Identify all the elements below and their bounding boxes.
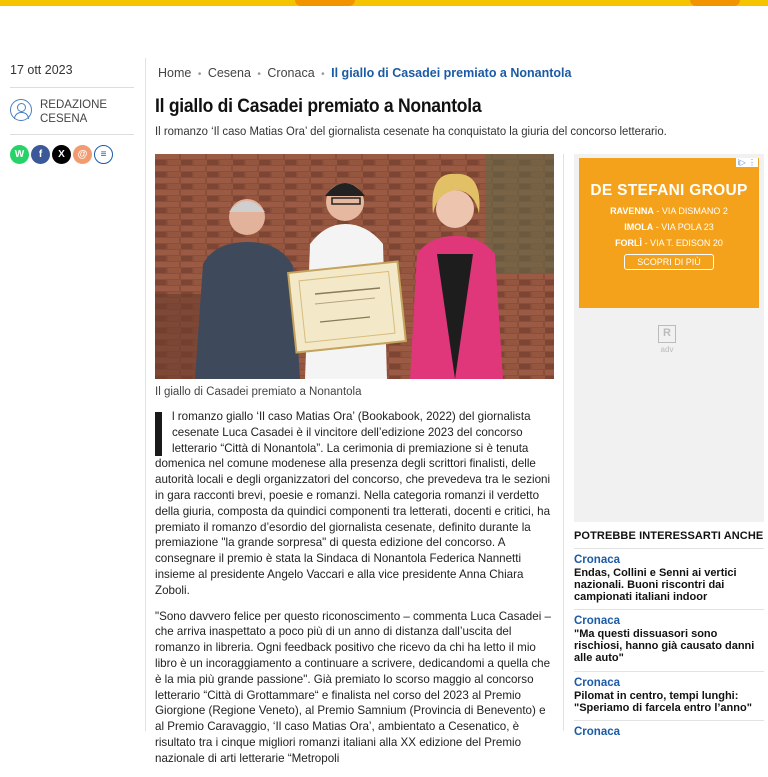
related-item[interactable] (574, 721, 764, 744)
top-bar-accent-right (690, 0, 740, 6)
ad-cta-button[interactable]: SCOPRI DI PIÙ (624, 254, 714, 270)
related-title[interactable]: Endas, Collini e Senni ai vertici nazionali. Buoni riscontri dai campionati italiani indoor (574, 567, 737, 603)
breadcrumb-separator: • (197, 69, 202, 80)
ad-brand: DE STEFANI GROUP (590, 182, 748, 199)
paragraph-1-text: l romanzo giallo ‘Il caso Matias Ora’ (Bookabook, 2022) del giornalista cesenate Luca Casadei è il vincitore dell’edizione 2023 del concorso letterario “Città di Nonantola”. La cerimonia di premiazione si è tenuta domenica nel comune modenese alla presenza degli scrittori finalisti, delle autorità locali e degli organizzatori del concorso, che prevedeva tra le sezioni in gara racconti brevi, poesie e romanzi. Nella categoria romanzi il verdetto della giuria, composta da quindici componenti tra letterati, docenti e critici, ha premiato il romanzo d’esordio del giornalista cesenate, definito durante la premiazione "la grande sorpresa" di questa edizione del concorso. A consegnare il premio è stata la Sindaca di Nonantola Federica Nannetti insieme al presidente Angelo Vaccari e alla vice presidente Anna Chiara Zoboli. (155, 410, 551, 597)
article-photo[interactable] (155, 154, 554, 379)
column-divider (145, 58, 146, 731)
related-title[interactable]: Pilomat in centro, tempi lunghi: "Speriamo di farcela entro l’anno" (574, 689, 752, 714)
share-bar (10, 135, 134, 164)
user-icon (10, 99, 32, 121)
whatsapp-icon[interactable]: W (10, 145, 29, 164)
related-category[interactable]: Cronaca (574, 615, 621, 628)
related-category[interactable]: Cronaca (574, 726, 621, 739)
article-meta (10, 55, 134, 164)
ad-location-1: RAVENNA - VIA DISMANO 2 (610, 206, 728, 216)
photo-caption: Il giallo di Casadei premiato a Nonantola (155, 386, 362, 398)
top-bar-accent (295, 0, 355, 6)
comment-icon[interactable]: ≡ (94, 145, 113, 164)
article-title: Il giallo di Casadei premiato a Nonantola (155, 95, 482, 117)
breadcrumb-home[interactable]: Home (158, 66, 192, 80)
article-paragraph-1 (155, 409, 554, 599)
x-twitter-icon[interactable]: X (52, 145, 71, 164)
publish-date: 17 ott 2023 (10, 55, 134, 88)
related-item[interactable] (574, 610, 764, 671)
ad-banner[interactable] (579, 158, 759, 308)
adchoices-icon[interactable]: i▷ ⋮ (737, 158, 756, 167)
breadcrumb-separator: • (257, 69, 261, 80)
ad-location-2: IMOLA - VIA POLA 23 (624, 222, 714, 232)
dropcap-letter (155, 412, 162, 456)
breadcrumb-cronaca[interactable]: Cronaca (267, 66, 315, 80)
related-articles (574, 530, 764, 744)
ad-location-3: FORLÌ - VIA T. EDISON 20 (615, 238, 723, 248)
article-subtitle: Il romanzo ‘Il caso Matias Ora’ del giornalista cesenate ha conquistato la giuria del concorso letterario. (155, 124, 667, 138)
related-item[interactable] (574, 549, 764, 610)
email-icon[interactable]: @ (73, 145, 92, 164)
related-category[interactable]: Cronaca (574, 676, 621, 689)
facebook-icon[interactable]: f (31, 145, 50, 164)
sidebar-divider (563, 154, 564, 731)
breadcrumb-separator: • (321, 69, 325, 80)
article-paragraph-2: "Sono davvero felice per questo riconoscimento – commenta Luca Casadei – che arriva inaspettato a poco più di un anno di distanza dall’uscita del romanzo in libreria. Ogni feedback positivo che ricevo da chi ha letto il mio libro è un incoraggiamento a continuare a scrivere, dedicandomi a quella che è la mia più grande passione". Già premiato lo scorso maggio al concorso letterario “Città di Grottammare“ e finalista nel corso del 2023 al Premio Giorgione (Regione Veneto), al Premio Samnium (Provincia di Benevento) e al Premio Caravaggio, ‘Il caso Matias Ora’, ambientato a Cesenatico, è risultato tra i cinque migliori romanzi italiani alla XX edizione del Premio nazionale di arti letterarie “Metropoli (155, 609, 551, 765)
advertisement[interactable] (574, 154, 764, 522)
breadcrumb-cesena[interactable]: Cesena (207, 66, 251, 80)
related-item[interactable] (574, 672, 764, 722)
top-color-bar (0, 0, 768, 6)
article-body (155, 409, 554, 777)
breadcrumb (158, 66, 571, 80)
related-category[interactable]: Cronaca (574, 554, 621, 566)
related-title[interactable]: "Ma questi dissuasori sono rischiosi, hanno già causato danni alle auto" (574, 628, 755, 664)
author-name[interactable]: REDAZIONE CESENA (40, 99, 108, 125)
adv-logo-icon: R (658, 325, 676, 343)
photo-illustration (155, 154, 554, 379)
related-heading: POTREBBE INTERESSARTI ANCHE (574, 530, 764, 549)
author-block[interactable] (10, 88, 134, 135)
breadcrumb-current: Il giallo di Casadei premiato a Nonantola (331, 66, 572, 80)
adv-label: adv (660, 345, 674, 354)
